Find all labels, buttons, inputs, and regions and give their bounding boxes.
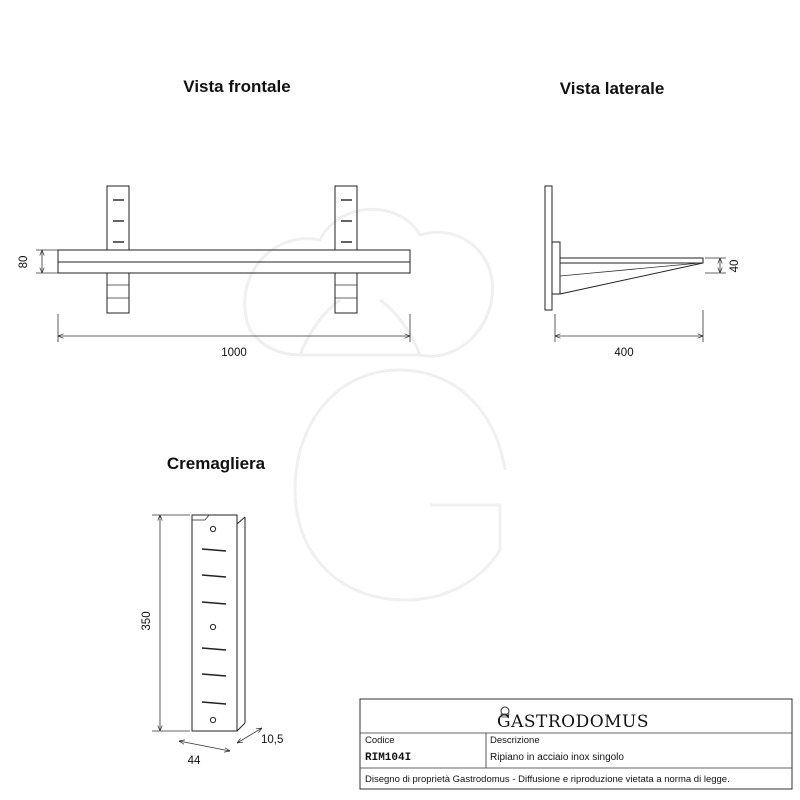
rack-drawing <box>192 515 245 731</box>
front-view-drawing <box>58 186 410 313</box>
side-view-drawing <box>545 186 703 310</box>
watermark-logo <box>245 209 505 600</box>
rack-view-title: Cremagliera <box>166 454 266 473</box>
front-width-dimension <box>58 314 410 342</box>
rack-height-value: 350 <box>141 611 153 631</box>
rack-depth-dimension <box>237 728 262 743</box>
rack-height-dimension <box>152 515 190 731</box>
rack-depth-value: 10,5 <box>261 734 284 746</box>
description-label: Descrizione <box>490 735 540 746</box>
side-depth-value: 400 <box>614 347 634 359</box>
side-height-value: 40 <box>729 259 741 273</box>
description-value: Ripiano in acciaio inox singolo <box>490 752 624 763</box>
rack-width-dimension <box>179 741 230 751</box>
front-view-title: Vista frontale <box>183 77 291 96</box>
front-width-value: 1000 <box>221 347 247 359</box>
rack-width-value: 44 <box>187 755 201 767</box>
code-label: Codice <box>365 735 395 746</box>
side-view-title: Vista laterale <box>559 79 665 98</box>
side-height-dimension <box>705 258 726 273</box>
brand-name: GASTRODOMUS <box>497 712 650 732</box>
title-block-footer: Disegno di proprietà Gastrodomus - Diffusione e riproduzione vietata a norma di legge. <box>365 774 730 785</box>
side-depth-dimension <box>555 310 703 342</box>
front-height-value: 80 <box>18 255 30 269</box>
code-value: RIM104I <box>365 752 412 764</box>
front-height-dimension <box>36 250 58 273</box>
